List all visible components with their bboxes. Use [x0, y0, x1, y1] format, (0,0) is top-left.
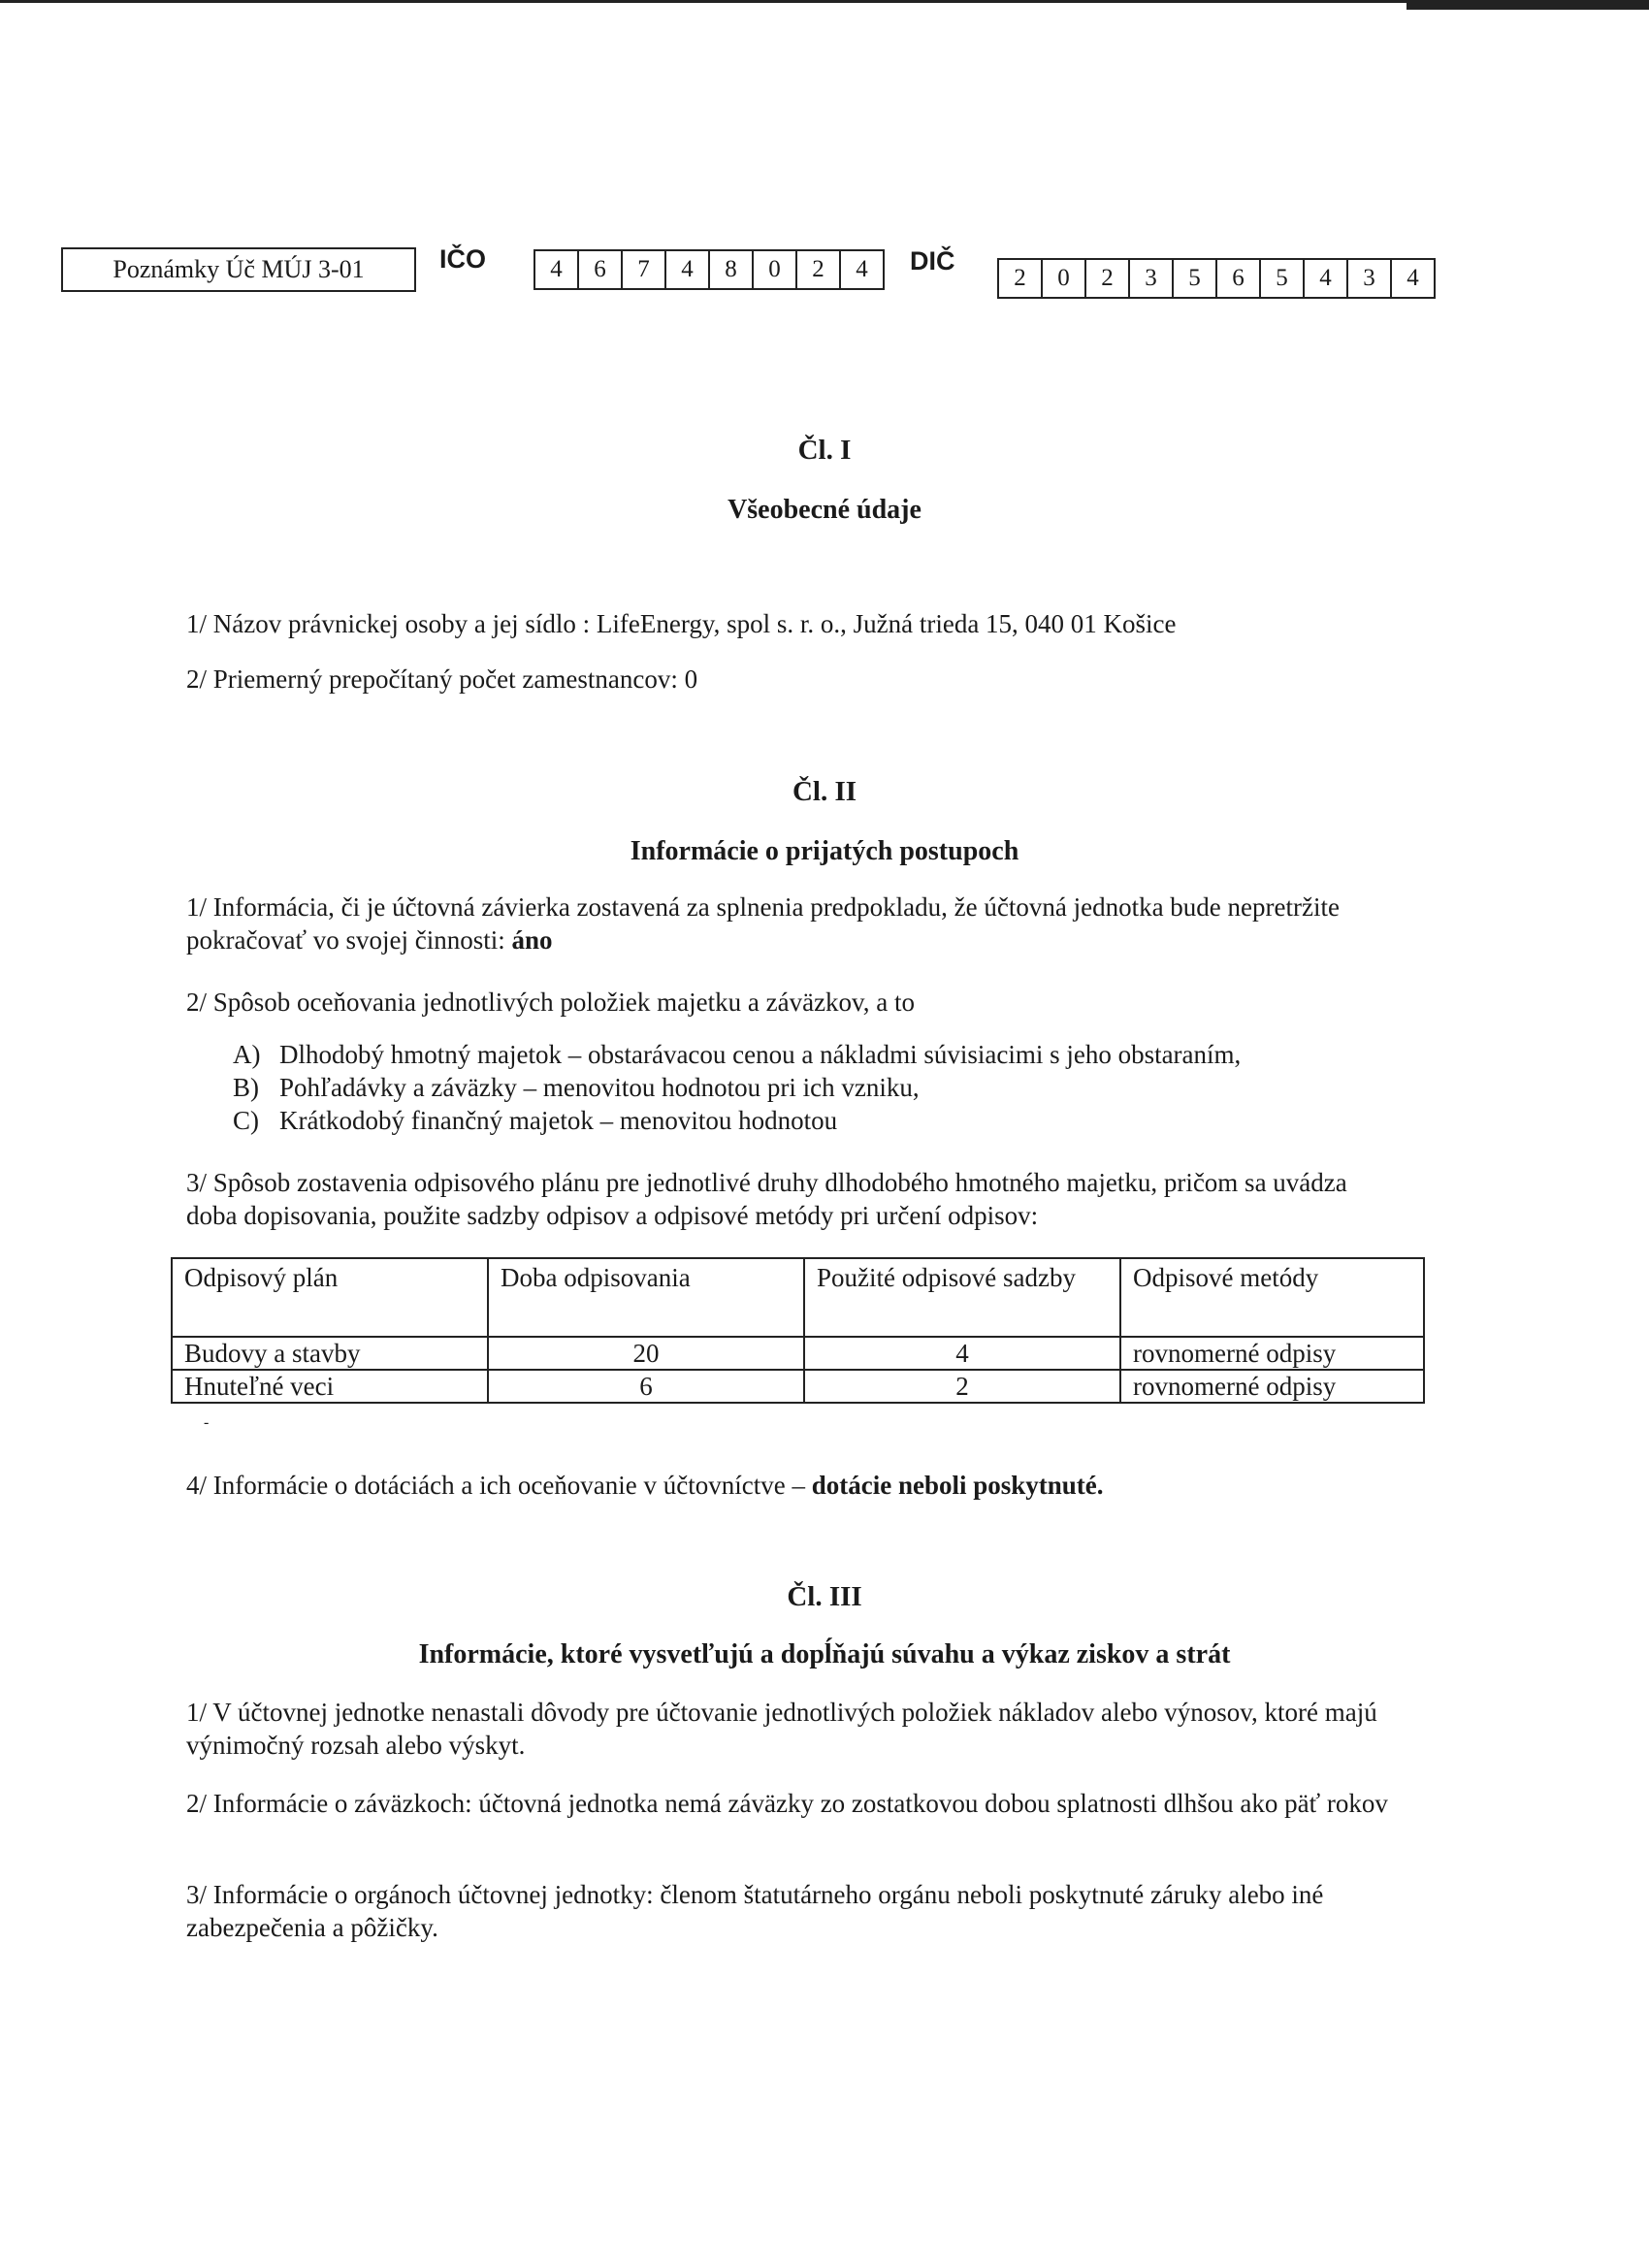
- dic-digit: 5: [1261, 260, 1305, 297]
- valuation-list-item: [233, 1073, 920, 1103]
- ico-digit: 4: [856, 256, 868, 282]
- liabilities-paragraph: 2/ Informácie o záväzkoch: účtovná jednotka nemá záväzky zo zostatkovou dobou splatnosti dlhšou ako päť rokov: [186, 1789, 1388, 1818]
- depreciation-table: [171, 1257, 1425, 1404]
- ico-digit: 4: [535, 251, 579, 288]
- table-row: [172, 1337, 1424, 1370]
- dic-digit: 4: [1406, 265, 1419, 291]
- list-text: Dlhodobý hmotný majetok – obstarávacou cenou a nákladmi súvisiacimi s jeho obstaraním,: [279, 1040, 1242, 1069]
- ico-digit: 4: [666, 251, 710, 288]
- list-key: C): [233, 1106, 259, 1135]
- list-text: Krátkodobý finančný majetok – menovitou hodnotou: [279, 1106, 838, 1135]
- extraordinary-items-paragraph: 1/ V účtovnej jednotke nenastali dôvody pre účtovanie jednotlivých položiek nákladov alebo výnosov, ktoré majú výnimočný rozsah alebo výskyt.: [186, 1698, 1377, 1760]
- scan-top-edge-shadow: [1406, 0, 1649, 10]
- dic-digit: 2: [999, 260, 1043, 297]
- section-2-heading: Čl. II: [792, 776, 857, 807]
- section-3-title: Informácie, ktoré vysvetľujú a dopĺňajú súvahu a výkaz ziskov a strát: [418, 1639, 1231, 1669]
- list-key: A): [233, 1040, 261, 1069]
- table-cell: 4: [804, 1337, 1120, 1370]
- dic-digit: 2: [1086, 260, 1130, 297]
- section-2-title: Informácie o prijatých postupoch: [630, 836, 1019, 866]
- grants-text: 4/ Informácie o dotáciách a ich oceňovanie v účtovníctve –: [186, 1471, 812, 1500]
- company-name-paragraph: 1/ Názov právnickej osoby a jej sídlo : LifeEnergy, spol s. r. o., Južná trieda 15, 040 01 Košice: [186, 609, 1177, 638]
- table-header-row: [172, 1258, 1424, 1337]
- ico-digit: 6: [579, 251, 623, 288]
- ico-digit-boxes: [534, 249, 885, 290]
- section-1-title: Všeobecné údaje: [728, 495, 922, 525]
- table-header-cell: Doba odpisovania: [488, 1258, 804, 1337]
- table-cell: Budovy a stavby: [172, 1337, 488, 1370]
- table-row: [172, 1370, 1424, 1403]
- depreciation-plan-paragraph: 3/ Spôsob zostavenia odpisového plánu pre jednotlivé druhy dlhodobého hmotného majetku, pričom sa uvádza doba dopisovania, použite sadzby odpisov a odpisové metódy pri určení odpisov:: [186, 1168, 1347, 1230]
- grants-paragraph: [186, 1469, 1447, 1502]
- ico-digit: 0: [754, 251, 797, 288]
- table-header-cell: Použité odpisové sadzby: [804, 1258, 1120, 1337]
- dic-digit-boxes: [997, 258, 1436, 299]
- dic-digit: 4: [1305, 260, 1348, 297]
- going-concern-text: 1/ Informácia, či je účtovná závierka zostavená za splnenia predpokladu, že účtovná jednotka bude nepretržite pokračovať vo svojej činnosti:: [186, 892, 1340, 955]
- dic-label: DIČ: [910, 246, 955, 275]
- ico-digit: 2: [797, 251, 841, 288]
- valuation-list-item: [233, 1040, 1241, 1070]
- ico-digit: 8: [710, 251, 754, 288]
- going-concern-paragraph: [186, 891, 1389, 956]
- dic-digit: 3: [1130, 260, 1174, 297]
- bodies-paragraph: 3/ Informácie o orgánoch účtovnej jednotky: členom štatutárneho orgánu neboli poskytnuté záruky alebo iné zabezpečenia a pôžičky.: [186, 1880, 1324, 1942]
- dic-digit: 3: [1348, 260, 1392, 297]
- table-header-cell: Odpisový plán: [172, 1258, 488, 1337]
- ico-label: IČO: [439, 244, 487, 274]
- table-cell: 6: [488, 1370, 804, 1403]
- list-text: Pohľadávky a záväzky – menovitou hodnotou pri ich vzniku,: [279, 1073, 920, 1102]
- table-cell: 2: [804, 1370, 1120, 1403]
- scan-top-edge: [0, 0, 1649, 3]
- list-key: B): [233, 1073, 259, 1102]
- table-cell: rovnomerné odpisy: [1120, 1337, 1424, 1370]
- form-id-box: Poznámky Úč MÚJ 3-01: [61, 247, 416, 292]
- table-cell: rovnomerné odpisy: [1120, 1370, 1424, 1403]
- going-concern-answer: áno: [511, 925, 553, 955]
- table-cell: Hnuteľné veci: [172, 1370, 488, 1403]
- section-1-heading: Čl. I: [797, 435, 852, 466]
- section-3-heading: Čl. III: [787, 1581, 862, 1612]
- stray-dash: -: [204, 1414, 210, 1431]
- dic-digit: 5: [1174, 260, 1217, 297]
- dic-digit: 6: [1217, 260, 1261, 297]
- employee-count-paragraph: 2/ Priemerný prepočítaný počet zamestnancov: 0: [186, 664, 698, 694]
- valuation-intro-paragraph: 2/ Spôsob oceňovania jednotlivých položiek majetku a záväzkov, a to: [186, 988, 916, 1017]
- table-header-cell: Odpisové metódy: [1120, 1258, 1424, 1337]
- grants-answer: dotácie neboli poskytnuté.: [811, 1471, 1104, 1500]
- valuation-list-item: [233, 1106, 837, 1136]
- table-cell: 20: [488, 1337, 804, 1370]
- dic-digit: 0: [1043, 260, 1086, 297]
- ico-digit: 7: [623, 251, 666, 288]
